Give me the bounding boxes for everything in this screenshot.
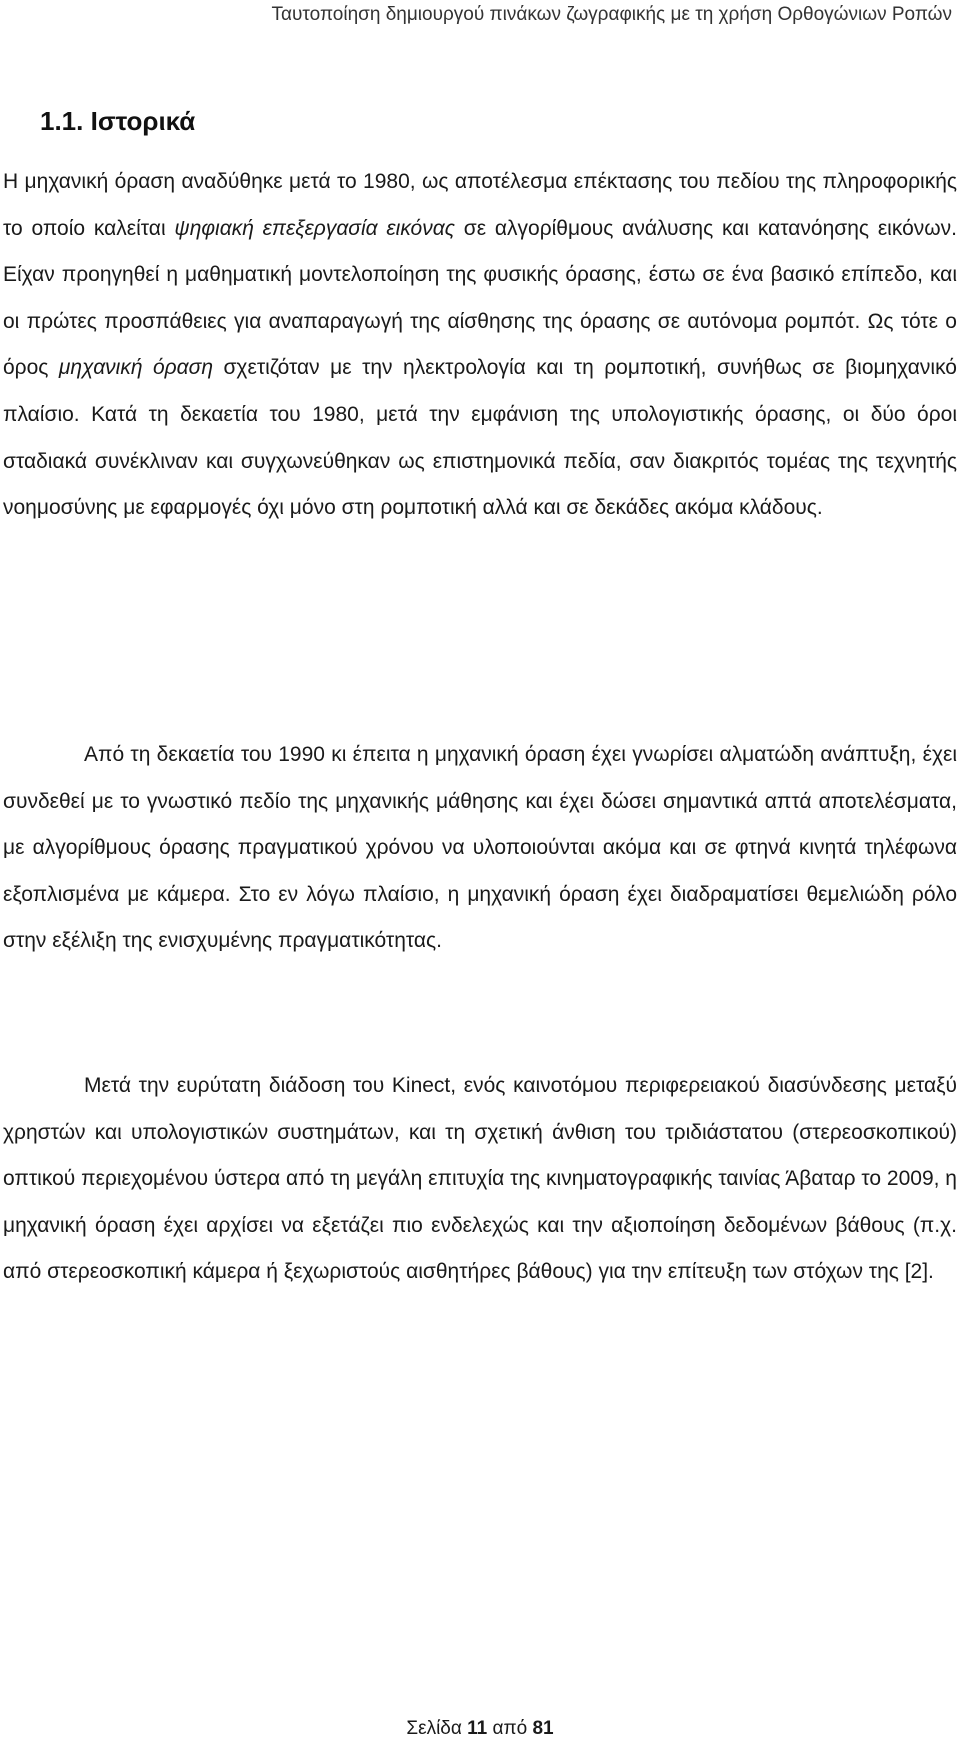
page-number-footer (0, 1718, 960, 1740)
running-header: Ταυτοποίηση δημιουργού πινάκων ζωγραφικής με τη χρήση Ορθογώνιων Ροπών (271, 4, 952, 25)
paragraph-1990s-growth: Από τη δεκαετία του 1990 κι έπειτα η μηχανική όραση έχει γνωρίσει αλματώδη ανάπτυξη, έχει συνδεθεί με το γνωστικό πεδίο της μηχανικής μάθησης και έχει δώσει σημαντικά απτά αποτελέσματα, με αλγορίθμους όρασης πραγματικού χρόνου να υλοποιούνται ακόμα και σε φτηνά κινητά τηλέφωνα εξοπλισμένα με κάμερα. Στο εν λόγω πλαίσιο, η μηχανική όραση έχει διαδραματίσει θεμελιώδη ρόλο στην εξέλιξη της ενισχυμένης πραγματικότητας. (3, 743, 957, 953)
total-pages-number: 81 (532, 1718, 554, 1739)
paragraph-history-origins (3, 159, 957, 532)
page-label: Σελίδα (406, 1718, 462, 1739)
current-page-number: 11 (467, 1718, 488, 1739)
emphasized-term: μηχανική όραση (58, 356, 213, 380)
section-heading: 1.1. Ιστορικά (40, 106, 196, 136)
page-of-label: από (492, 1718, 528, 1739)
emphasized-term: ψηφιακή επεξεργασία εικόνας (174, 216, 455, 240)
paragraph-text: σε αλγορίθμους ανάλυσης και κατανόησης εικόνων. Είχαν προηγηθεί η μαθηματική μοντελοποίηση της φυσικής όρασης, έστω σε ένα βασικό επίπεδο, και οι πρώτες προσπάθειες για αναπαραγωγή της αίσθησης της όρασης σε αυτόνομα ρομπότ. Ως τότε ο όρος (3, 216, 957, 380)
paragraph-text: σχετιζόταν με την ηλεκτρολογία και τη ρομποτική, συνήθως σε βιομηχανικό πλαίσιο. Κατά τη δεκαετία του 1980, μετά την εμφάνιση της υπολογιστικής όρασης, οι δύο όροι σταδιακά συνέκλιναν και συγχωνεύθηκαν ως επιστημονικά πεδία, σαν διακριτός τομέας της τεχνητής νοημοσύνης με εφαρμογές όχι μόνο στη ρομποτική αλλά και σε δεκάδες ακόμα κλάδους. (3, 356, 957, 520)
paragraph-text: Η μηχανική όραση αναδύθηκε μετά το 1980, ως αποτέλεσμα επέκτασης του πεδίου της πληροφορικής το οποίο καλείται (3, 170, 957, 240)
paragraph-kinect-depth: Μετά την ευρύτατη διάδοση του Kinect, ενός καινοτόμου περιφερειακού διασύνδεσης μεταξύ χρηστών και υπολογιστικών συστημάτων, και τη σχετική άνθιση του τριδιάστατου (στερεοσκοπικού) οπτικού περιεχομένου ύστερα από τη μεγάλη επιτυχία της κινηματογραφικής ταινίας Άβαταρ το 2009, η μηχανική όραση έχει αρχίσει να εξετάζει πιο ενδελεχώς και την αξιοποίηση δεδομένων βάθους (π.χ. από στερεοσκοπική κάμερα ή ξεχωριστούς αισθητήρες βάθους) για την επίτευξη των στόχων της [2]. (3, 1074, 957, 1284)
